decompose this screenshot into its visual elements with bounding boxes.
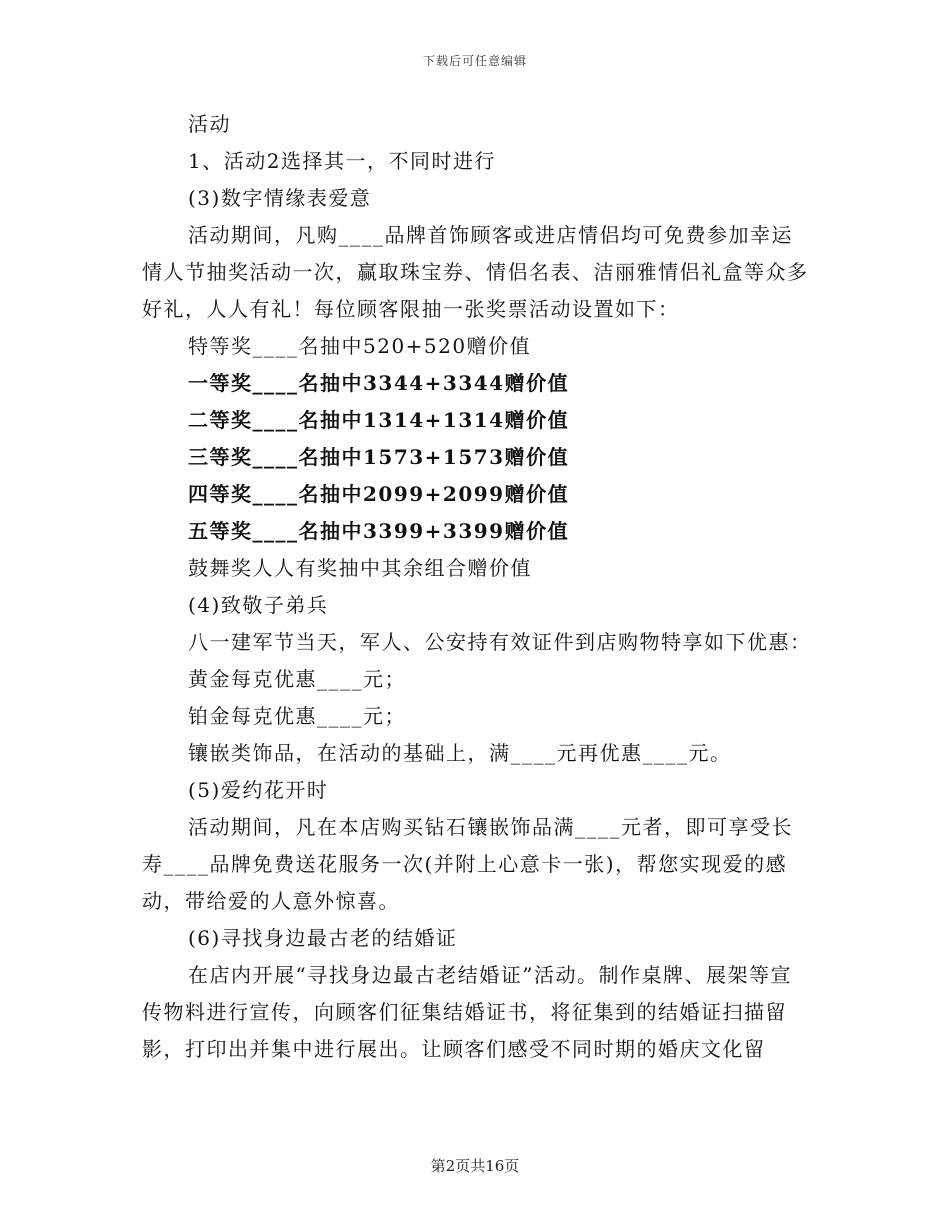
- section-heading-3: (3)数字情缘表爱意: [188, 186, 372, 210]
- paragraph-platinum-discount: 铂金每克优惠____元；: [188, 704, 406, 728]
- section-heading-5: (5)爱约花开时: [188, 778, 329, 802]
- section-heading-6: (6)寻找身边最古老的结婚证: [188, 926, 458, 950]
- paragraph-activity: 活动: [188, 112, 231, 136]
- prize-fifth: 五等奖____名抽中3399+3399赠价值: [188, 519, 570, 543]
- prize-second: 二等奖____名抽中1314+1314赠价值: [188, 408, 570, 432]
- paragraph-lottery-intro: 活动期间，凡购____品牌首饰顾客或进店情侣均可免费参加幸运情人节抽奖活动一次，赢取珠宝券、情侣名表、洁丽雅情侣礼盒等众多好礼，人人有礼！每位顾客限抽一张奖票活动设置如下：: [142, 223, 809, 321]
- prize-fourth: 四等奖____名抽中2099+2099赠价值: [188, 482, 570, 506]
- paragraph-flower-service: 活动期间，凡在本店购买钻石镶嵌饰品满____元者，即可享受长寿____品牌免费送花服务一次(并附上心意卡一张)，帮您实现爱的感动，带给爱的人意外惊喜。: [142, 815, 793, 913]
- paragraph-inlay-discount: 镶嵌类饰品，在活动的基础上，满____元再优惠____元。: [188, 741, 732, 765]
- paragraph-marriage-certificate: 在店内开展“寻找身边最古老结婚证”活动。制作桌牌、展架等宣传物料进行宣传，向顾客们征集结婚证书，将征集到的结婚证扫描留影，打印出并集中进行展出。让顾客们感受不同时期的婚庆文化留: [142, 963, 792, 1061]
- header-note: 下载后可任意编辑: [422, 54, 527, 68]
- page-number: 第2页共16页: [430, 1157, 520, 1175]
- paragraph-choose-one: 1、活动2选择其一，不同时进行: [188, 149, 496, 173]
- document-body: [142, 106, 812, 1068]
- paragraph-army-day: 八一建军节当天，军人、公安持有效证件到店购物特享如下优惠：: [188, 630, 812, 654]
- paragraph-gold-discount: 黄金每克优惠____元；: [188, 667, 406, 691]
- prize-special: 特等奖____名抽中520+520赠价值: [188, 334, 532, 358]
- prize-third: 三等奖____名抽中1573+1573赠价值: [188, 445, 570, 469]
- section-heading-4: (4)致敬子弟兵: [188, 593, 329, 617]
- prize-encouragement: 鼓舞奖人人有奖抽中其余组合赠价值: [188, 556, 532, 580]
- prize-first: 一等奖____名抽中3344+3344赠价值: [188, 371, 570, 395]
